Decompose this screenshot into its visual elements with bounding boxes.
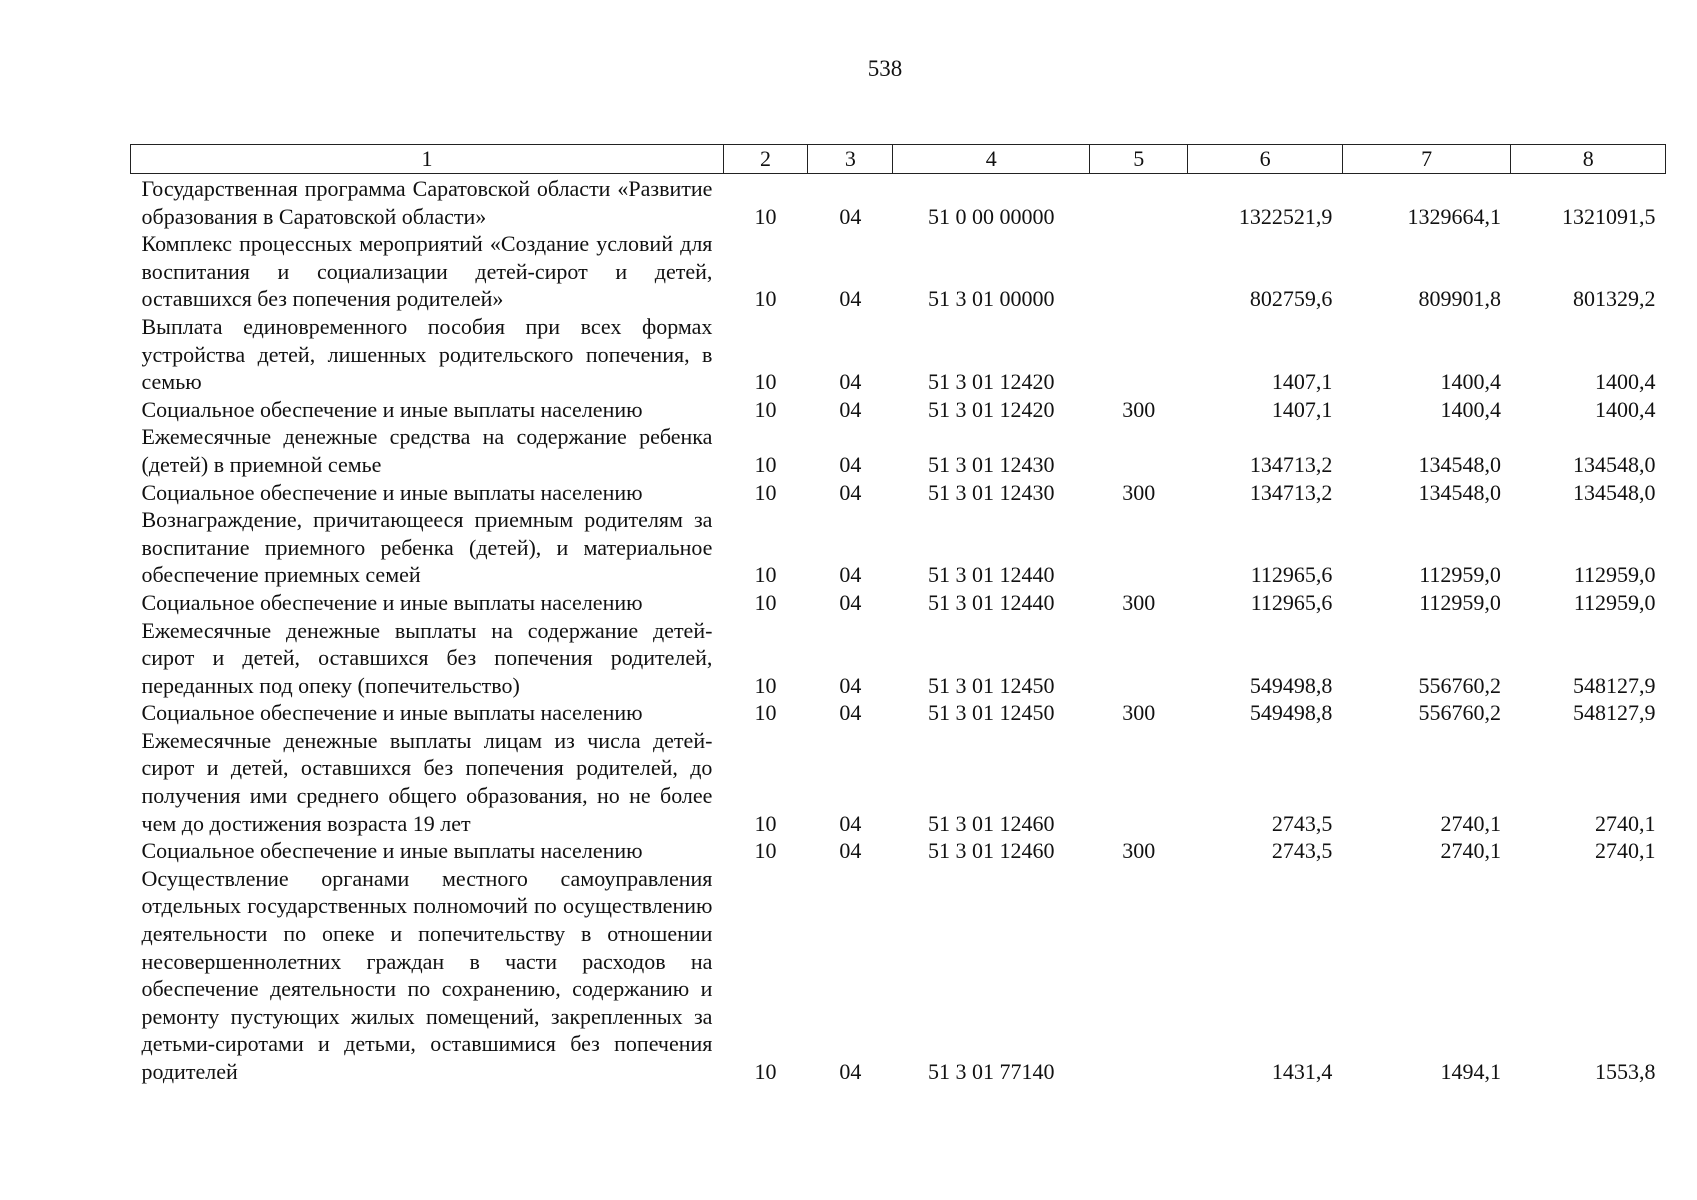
table-row (131, 423, 1666, 478)
amount-year3-cell: 1400,4 (1595, 396, 1656, 422)
section-code-cell: 10 (754, 1059, 777, 1084)
table-row (131, 230, 1666, 313)
subsection-code-cell: 04 (839, 286, 862, 312)
amount-year3-cell: 548127,9 (1573, 700, 1656, 726)
subsection-code-cell: 04 (839, 396, 862, 422)
amount-year3-cell: 134548,0 (1573, 479, 1656, 505)
amount-year1-cell: 134713,2 (1249, 479, 1333, 505)
amount-year2-cell: 2740,1 (1440, 810, 1501, 836)
subsection-code-cell: 04 (839, 700, 862, 726)
target-article-cell: 51 3 01 00000 (928, 286, 1055, 312)
subsection-code-cell: 04 (839, 589, 862, 615)
subsection-code-cell: 04 (839, 672, 862, 698)
amount-year3-cell: 548127,9 (1573, 672, 1656, 698)
section-code-cell: 10 (754, 589, 777, 615)
expense-type-cell (1090, 506, 1188, 589)
amount-year1-cell: 134713,2 (1249, 451, 1333, 477)
table-row (131, 617, 1666, 700)
amount-year3-cell: 1553,8 (1595, 1059, 1656, 1084)
amount-year1-cell: 1407,1 (1271, 396, 1333, 422)
amount-year1-cell: 2743,5 (1271, 838, 1333, 864)
row-name-cell: Ежемесячные денежные средства на содержание ребенка (детей) в приемной семье (141, 424, 713, 477)
amount-year3-cell: 112959,0 (1573, 562, 1656, 588)
page-number: 538 (867, 56, 903, 81)
row-name-cell: Осуществление органами местного самоуправления отдельных государственных полномочий по осуществлению деятельности по опеке и попечительству в отношении несовершеннолетних граждан в части расходов на обеспечение деятельности по сохранению, содержанию и ремонту пустующих жилых помещений, закрепленных за детьми-сиротами и детьми, оставшимися без попечения родителей (141, 865, 713, 1084)
subsection-code-cell: 04 (839, 451, 862, 477)
target-article-cell: 51 3 01 12460 (928, 810, 1055, 836)
section-code-cell: 10 (754, 838, 777, 864)
expense-type-cell: 300 (1122, 589, 1156, 615)
section-code-cell: 10 (754, 562, 777, 588)
target-article-cell: 51 3 01 12430 (928, 479, 1055, 505)
amount-year3-cell: 1400,4 (1595, 369, 1656, 395)
amount-year2-cell: 112959,0 (1419, 589, 1501, 615)
amount-year3-cell: 1321091,5 (1562, 203, 1656, 229)
expense-type-cell (1090, 313, 1188, 396)
subsection-code-cell: 04 (839, 810, 862, 836)
amount-year1-cell: 1322521,9 (1238, 203, 1333, 229)
column-header: 3 (808, 145, 893, 174)
row-name-cell: Социальное обеспечение и иные выплаты населению (141, 700, 643, 726)
row-name-cell: Ежемесячные денежные выплаты на содержание детей-сирот и детей, оставшихся без попечения родителей, переданных под опеку (попечительство) (141, 617, 713, 698)
target-article-cell: 51 3 01 77140 (928, 1059, 1055, 1084)
expense-type-cell (1090, 727, 1188, 837)
column-header: 8 (1511, 145, 1666, 174)
subsection-code-cell: 04 (839, 369, 862, 395)
section-code-cell: 10 (754, 479, 777, 505)
expense-type-cell: 300 (1122, 700, 1156, 726)
row-name-cell: Социальное обеспечение и иные выплаты населению (141, 396, 643, 422)
subsection-code-cell: 04 (839, 1059, 862, 1084)
table-row (131, 837, 1666, 865)
table-row (131, 506, 1666, 589)
amount-year2-cell: 556760,2 (1418, 700, 1501, 726)
amount-year1-cell: 1407,1 (1271, 369, 1333, 395)
table-header-row (131, 145, 1666, 174)
amount-year2-cell: 134548,0 (1418, 479, 1501, 505)
target-article-cell: 51 3 01 12420 (928, 369, 1055, 395)
row-name-cell: Социальное обеспечение и иные выплаты населению (141, 838, 643, 864)
table-row (131, 727, 1666, 837)
amount-year2-cell: 1494,1 (1440, 1059, 1501, 1084)
column-header: 6 (1188, 145, 1343, 174)
table-row (131, 174, 1666, 231)
row-name-cell: Государственная программа Саратовской области «Развитие образования в Саратовской области» (141, 176, 713, 229)
amount-year1-cell: 2743,5 (1271, 810, 1333, 836)
expense-type-cell (1090, 617, 1188, 700)
row-name-cell: Комплекс процессных мероприятий «Создание условий для воспитания и социализации детей-сирот и детей, оставшихся без попечения родителей» (141, 231, 713, 312)
expense-type-cell: 300 (1122, 396, 1156, 422)
expense-type-cell: 300 (1122, 838, 1156, 864)
column-header: 2 (723, 145, 807, 174)
amount-year2-cell: 2740,1 (1440, 838, 1501, 864)
subsection-code-cell: 04 (839, 479, 862, 505)
amount-year2-cell: 1329664,1 (1407, 203, 1501, 229)
expense-type-cell: 300 (1122, 479, 1156, 505)
table-row (131, 479, 1666, 507)
target-article-cell: 51 0 00 00000 (928, 203, 1055, 229)
amount-year1-cell: 549498,8 (1249, 672, 1333, 698)
column-header: 1 (131, 145, 724, 174)
amount-year2-cell: 556760,2 (1418, 672, 1501, 698)
column-header: 5 (1090, 145, 1188, 174)
expense-type-cell (1090, 174, 1188, 231)
amount-year1-cell: 112965,6 (1250, 589, 1333, 615)
expense-type-cell (1090, 423, 1188, 478)
amount-year3-cell: 134548,0 (1573, 451, 1656, 477)
expense-type-cell (1090, 230, 1188, 313)
amount-year1-cell: 802759,6 (1249, 286, 1333, 312)
column-header: 7 (1342, 145, 1511, 174)
amount-year3-cell: 2740,1 (1595, 838, 1656, 864)
amount-year2-cell: 112959,0 (1419, 562, 1501, 588)
row-name-cell: Выплата единовременного пособия при всех формах устройства детей, лишенных родительского попечения, в семью (141, 313, 713, 395)
target-article-cell: 51 3 01 12430 (928, 451, 1055, 477)
section-code-cell: 10 (754, 700, 777, 726)
amount-year1-cell: 549498,8 (1249, 700, 1333, 726)
table-row (131, 396, 1666, 424)
section-code-cell: 10 (754, 369, 777, 395)
expense-type-cell (1090, 865, 1188, 1086)
budget-table (130, 144, 1666, 1086)
section-code-cell: 10 (754, 451, 777, 477)
table-row (131, 313, 1666, 396)
section-code-cell: 10 (754, 203, 777, 229)
row-name-cell: Ежемесячные денежные выплаты лицам из числа детей-сирот и детей, оставшихся без попечения родителей, до получения ими среднего общего образования, но не более чем до достижения возраста 19 лет (141, 727, 713, 836)
amount-year3-cell: 801329,2 (1573, 286, 1656, 312)
amount-year1-cell: 112965,6 (1250, 562, 1333, 588)
target-article-cell: 51 3 01 12460 (928, 838, 1055, 864)
target-article-cell: 51 3 01 12450 (928, 672, 1055, 698)
amount-year3-cell: 2740,1 (1595, 810, 1656, 836)
subsection-code-cell: 04 (839, 203, 862, 229)
subsection-code-cell: 04 (839, 838, 862, 864)
amount-year3-cell: 112959,0 (1573, 589, 1656, 615)
section-code-cell: 10 (754, 286, 777, 312)
amount-year2-cell: 1400,4 (1440, 369, 1501, 395)
section-code-cell: 10 (754, 810, 777, 836)
table-row (131, 589, 1666, 617)
amount-year2-cell: 809901,8 (1418, 286, 1501, 312)
table-row (131, 865, 1666, 1086)
target-article-cell: 51 3 01 12440 (928, 589, 1055, 615)
amount-year2-cell: 134548,0 (1418, 451, 1501, 477)
target-article-cell: 51 3 01 12420 (928, 396, 1055, 422)
section-code-cell: 10 (754, 396, 777, 422)
section-code-cell: 10 (754, 672, 777, 698)
target-article-cell: 51 3 01 12440 (928, 562, 1055, 588)
target-article-cell: 51 3 01 12450 (928, 700, 1055, 726)
row-name-cell: Вознаграждение, причитающееся приемным родителям за воспитание приемного ребенка (детей), и материальное обеспечение приемных семей (141, 507, 713, 588)
table-row (131, 699, 1666, 727)
amount-year1-cell: 1431,4 (1271, 1059, 1333, 1084)
column-header: 4 (893, 145, 1090, 174)
row-name-cell: Социальное обеспечение и иные выплаты населению (141, 589, 643, 615)
amount-year2-cell: 1400,4 (1440, 396, 1501, 422)
row-name-cell: Социальное обеспечение и иные выплаты населению (141, 479, 643, 505)
subsection-code-cell: 04 (839, 562, 862, 588)
